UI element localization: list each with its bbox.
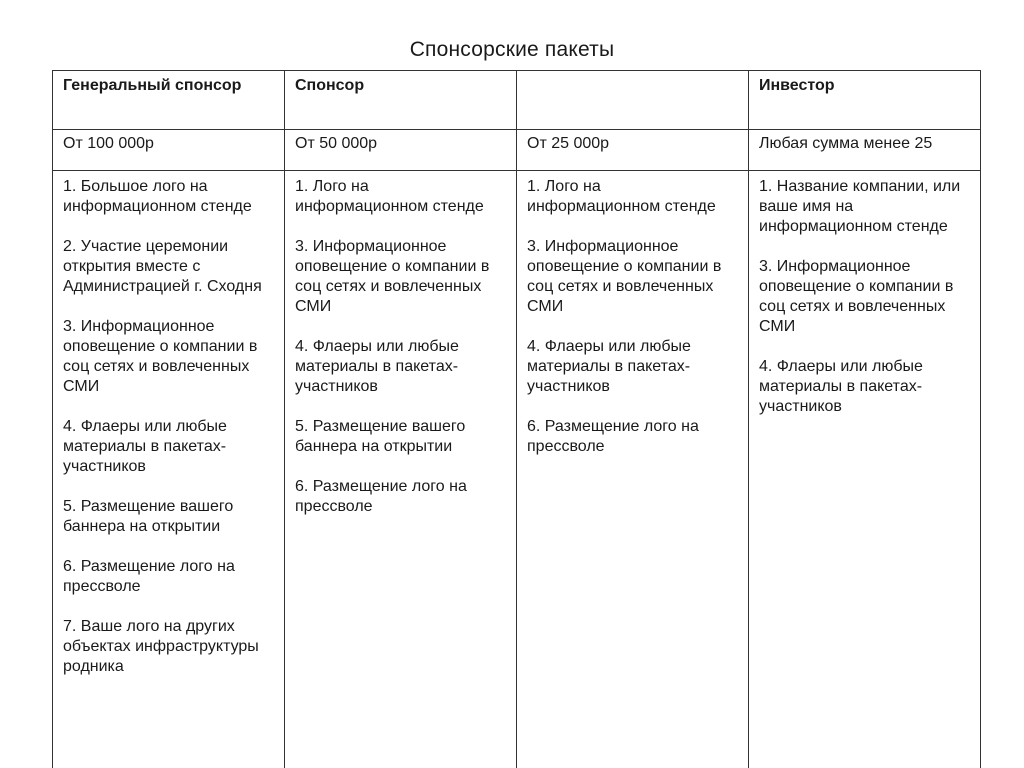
benefit-item: 3. Информационное оповещение о компании в соц сетях и вовлеченных СМИ [527, 238, 722, 315]
benefit-item: 1. Большое лого на информационном стенде [63, 178, 252, 215]
price-row [53, 130, 981, 171]
benefit-item: 7. Ваше лого на других объектах инфраструктуры родника [63, 618, 259, 675]
benefit-item: 2. Участие церемонии открытия вместе с Администрацией г. Сходня [63, 238, 262, 295]
benefit-item: 4. Флаеры или любые материалы в пакетах-участников [295, 338, 459, 395]
benefit-item: 6. Размещение лого на прессволе [295, 478, 467, 515]
benefits-cell-third [517, 171, 749, 768]
benefits-cell-general-sponsor [53, 171, 285, 768]
header-cell-general-sponsor: Генеральный спонсор [53, 71, 285, 130]
benefit-item: 5. Размещение вашего баннера на открытии [295, 418, 466, 455]
page-title: Спонсорские пакеты [409, 38, 615, 61]
header-cell-empty [517, 71, 749, 130]
header-cell-sponsor: Спонсор [285, 71, 517, 130]
benefit-item: 6. Размещение лого на прессволе [63, 558, 235, 595]
benefit-item: 5. Размещение вашего баннера на открытии [63, 498, 234, 535]
benefit-item: 4. Флаеры или любые материалы в пакетах-участников [63, 418, 227, 475]
price-cell-third: От 25 000р [517, 130, 749, 171]
header-cell-investor: Инвестор [749, 71, 981, 130]
sponsor-packages-table [52, 70, 981, 768]
benefit-item: 3. Информационное оповещение о компании в соц сетях и вовлеченных СМИ [63, 318, 258, 395]
benefits-cell-investor [749, 171, 981, 768]
benefit-item: 1. Лого на информационном стенде [527, 178, 716, 215]
benefit-item: 1. Название компании, или ваше имя на информационном стенде [759, 178, 961, 235]
benefit-item: 4. Флаеры или любые материалы в пакетах-участников [759, 358, 923, 415]
benefit-item: 4. Флаеры или любые материалы в пакетах-участников [527, 338, 691, 395]
header-row [53, 71, 981, 130]
benefit-item: 3. Информационное оповещение о компании в соц сетях и вовлеченных СМИ [759, 258, 954, 335]
price-cell-sponsor: От 50 000р [285, 130, 517, 171]
benefits-row [53, 171, 981, 768]
price-cell-investor: Любая сумма менее 25 [749, 130, 981, 171]
benefits-cell-sponsor [285, 171, 517, 768]
benefit-item: 1. Лого на информационном стенде [295, 178, 484, 215]
price-cell-general-sponsor: От 100 000р [53, 130, 285, 171]
benefit-item: 3. Информационное оповещение о компании в соц сетях и вовлеченных СМИ [295, 238, 490, 315]
benefit-item: 6. Размещение лого на прессволе [527, 418, 699, 455]
